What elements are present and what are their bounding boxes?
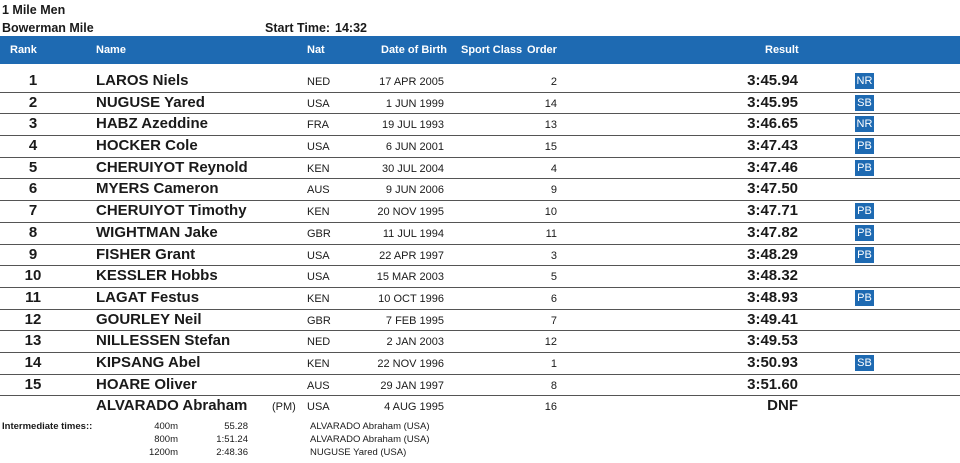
athlete-name: HABZ Azeddine xyxy=(96,115,208,133)
result-time: 3:48.93 xyxy=(747,288,798,306)
split-leader: ALVARADO Abraham (USA) xyxy=(310,421,430,432)
table-row xyxy=(0,223,960,245)
order-cell: 2 xyxy=(550,76,557,88)
athlete-name: ALVARADO Abraham xyxy=(96,397,248,415)
split-time: 2:48.36 xyxy=(216,447,248,458)
table-row xyxy=(0,245,960,267)
date-of-birth-cell: 29 JAN 1997 xyxy=(380,379,444,392)
rank-cell: 9 xyxy=(28,245,38,263)
record-badge: PB xyxy=(855,160,874,176)
nationality-cell: USA xyxy=(307,271,330,284)
col-order: Order xyxy=(527,44,557,56)
results-table xyxy=(0,71,960,417)
split-distance: 1200m xyxy=(148,447,178,458)
table-row xyxy=(0,288,960,310)
result-time: 3:51.60 xyxy=(747,375,798,393)
nationality-cell: KEN xyxy=(307,357,330,370)
col-nat: Nat xyxy=(307,44,325,56)
date-of-birth-cell: 22 APR 1997 xyxy=(379,249,444,262)
athlete-name: MYERS Cameron xyxy=(96,180,219,198)
nationality-cell: USA xyxy=(307,401,330,414)
start-time-label: Start Time: xyxy=(265,21,331,35)
nationality-cell: KEN xyxy=(307,162,330,175)
nationality-cell: GBR xyxy=(307,314,331,327)
pacemaker-tag: (PM) xyxy=(272,401,296,414)
athlete-name: LAGAT Festus xyxy=(96,288,200,306)
intermediate-times-label: Intermediate times:: xyxy=(2,421,93,432)
rank-cell: 14 xyxy=(24,353,42,371)
athlete-name: CHERUIYOT Timothy xyxy=(96,202,247,220)
athlete-name: HOCKER Cole xyxy=(96,137,198,155)
nationality-cell: USA xyxy=(307,97,330,110)
order-cell: 4 xyxy=(550,162,557,175)
result-time: 3:47.50 xyxy=(747,180,798,198)
result-time: 3:45.94 xyxy=(747,72,798,89)
date-of-birth-cell: 4 AUG 1995 xyxy=(384,401,444,414)
rank-cell: 3 xyxy=(28,115,38,133)
athlete-name: HOARE Oliver xyxy=(96,375,197,393)
result-time: 3:49.41 xyxy=(747,310,798,328)
order-cell: 1 xyxy=(550,357,557,370)
record-badge: PB xyxy=(855,138,874,154)
col-result: Result xyxy=(765,44,799,56)
date-of-birth-cell: 1 JUN 1999 xyxy=(385,97,444,110)
result-time: 3:45.95 xyxy=(747,93,798,111)
date-of-birth-cell: 10 OCT 1996 xyxy=(378,292,444,305)
nationality-cell: AUS xyxy=(307,379,330,392)
date-of-birth-cell: 20 NOV 1995 xyxy=(377,206,444,219)
start-time-value: 14:32 xyxy=(335,21,367,35)
rank-cell: 15 xyxy=(24,375,42,393)
record-badge: PB xyxy=(855,225,874,241)
rank-cell: 7 xyxy=(28,202,38,220)
col-sport-class: Sport Class xyxy=(461,44,523,56)
nationality-cell: FRA xyxy=(307,119,329,132)
result-time: 3:48.29 xyxy=(747,245,798,263)
date-of-birth-cell: 17 APR 2005 xyxy=(379,76,444,88)
table-row xyxy=(0,71,960,93)
split-row xyxy=(0,434,960,446)
event-title: 1 Mile Men xyxy=(2,3,66,17)
order-cell: 14 xyxy=(544,97,557,110)
result-time: 3:47.82 xyxy=(747,223,798,241)
table-row xyxy=(0,310,960,332)
date-of-birth-cell: 30 JUL 2004 xyxy=(382,162,444,175)
nationality-cell: NED xyxy=(307,336,331,349)
athlete-name: KESSLER Hobbs xyxy=(96,267,218,285)
order-cell: 3 xyxy=(550,249,557,262)
order-cell: 5 xyxy=(550,271,557,284)
rank-cell: 1 xyxy=(28,72,38,89)
date-of-birth-cell: 6 JUN 2001 xyxy=(385,141,444,154)
athlete-name: WIGHTMAN Jake xyxy=(96,223,218,241)
table-row xyxy=(0,136,960,158)
record-badge: PB xyxy=(855,203,874,219)
athlete-name: GOURLEY Neil xyxy=(96,310,202,328)
record-badge: NR xyxy=(856,75,873,87)
table-row xyxy=(0,331,960,353)
table-row xyxy=(0,158,960,180)
order-cell: 15 xyxy=(544,141,557,154)
order-cell: 13 xyxy=(544,119,557,132)
rank-cell: 4 xyxy=(28,137,38,155)
split-leader: NUGUSE Yared (USA) xyxy=(310,447,407,458)
split-distance: 400m xyxy=(154,421,178,432)
nationality-cell: NED xyxy=(307,76,331,88)
result-time: 3:49.53 xyxy=(747,332,798,350)
rank-cell: 2 xyxy=(28,93,38,111)
nationality-cell: AUS xyxy=(307,184,330,197)
order-cell: 9 xyxy=(550,184,557,197)
result-time: 3:46.65 xyxy=(747,115,798,133)
table-row xyxy=(0,396,960,417)
date-of-birth-cell: 9 JUN 2006 xyxy=(385,184,444,197)
table-row xyxy=(0,353,960,375)
order-cell: 12 xyxy=(544,336,557,349)
split-row xyxy=(0,421,960,433)
date-of-birth-cell: 2 JAN 2003 xyxy=(386,336,444,349)
order-cell: 10 xyxy=(544,206,557,219)
athlete-name: LAROS Niels xyxy=(96,72,189,89)
nationality-cell: GBR xyxy=(307,227,331,240)
result-time: 3:48.32 xyxy=(747,267,798,285)
col-date-of-birth: Date of Birth xyxy=(381,44,447,56)
col-name: Name xyxy=(96,44,126,56)
result-time: 3:47.46 xyxy=(747,158,798,176)
rank-cell: 13 xyxy=(24,332,42,350)
order-cell: 7 xyxy=(550,314,557,327)
nationality-cell: KEN xyxy=(307,206,330,219)
athlete-name: FISHER Grant xyxy=(96,245,196,263)
order-cell: 16 xyxy=(544,401,557,414)
table-row xyxy=(0,114,960,136)
nationality-cell: USA xyxy=(307,249,330,262)
split-time: 1:51.24 xyxy=(216,434,248,445)
record-badge: SB xyxy=(855,355,874,371)
athlete-name: NILLESSEN Stefan xyxy=(96,332,231,350)
order-cell: 11 xyxy=(545,227,557,240)
rank-cell: 5 xyxy=(28,158,38,176)
record-badge: NR xyxy=(856,118,873,131)
split-leader: ALVARADO Abraham (USA) xyxy=(310,434,430,445)
split-row xyxy=(0,447,960,459)
nationality-cell: KEN xyxy=(307,292,330,305)
table-row xyxy=(0,179,960,201)
rank-cell: 10 xyxy=(24,267,42,285)
record-badge: PB xyxy=(855,290,874,306)
athlete-name: CHERUIYOT Reynold xyxy=(96,158,248,176)
date-of-birth-cell: 7 FEB 1995 xyxy=(385,314,444,327)
record-badge: PB xyxy=(855,247,874,263)
rank-cell: 12 xyxy=(24,310,42,328)
nationality-cell: USA xyxy=(307,141,330,154)
rank-cell: 8 xyxy=(28,223,38,241)
result-time: DNF xyxy=(767,397,798,415)
record-badge: SB xyxy=(855,95,874,111)
result-time: 3:47.43 xyxy=(747,137,798,155)
race-name: Bowerman Mile xyxy=(2,21,94,35)
table-row xyxy=(0,93,960,115)
results-column-header xyxy=(0,36,960,64)
rank-cell: 11 xyxy=(25,288,41,306)
table-row xyxy=(0,375,960,397)
date-of-birth-cell: 19 JUL 1993 xyxy=(382,119,444,132)
date-of-birth-cell: 11 JUL 1994 xyxy=(382,227,444,240)
athlete-name: NUGUSE Yared xyxy=(96,93,205,111)
order-cell: 8 xyxy=(550,379,557,392)
date-of-birth-cell: 22 NOV 1996 xyxy=(377,357,444,370)
result-time: 3:50.93 xyxy=(747,353,798,371)
result-time: 3:47.71 xyxy=(747,202,798,220)
order-cell: 6 xyxy=(550,292,557,305)
split-time: 55.28 xyxy=(224,421,248,432)
table-row xyxy=(0,201,960,223)
table-row xyxy=(0,266,960,288)
rank-cell: 6 xyxy=(28,180,38,198)
athlete-name: KIPSANG Abel xyxy=(96,353,201,371)
split-distance: 800m xyxy=(154,434,178,445)
col-rank: Rank xyxy=(10,44,37,56)
date-of-birth-cell: 15 MAR 2003 xyxy=(376,271,444,284)
